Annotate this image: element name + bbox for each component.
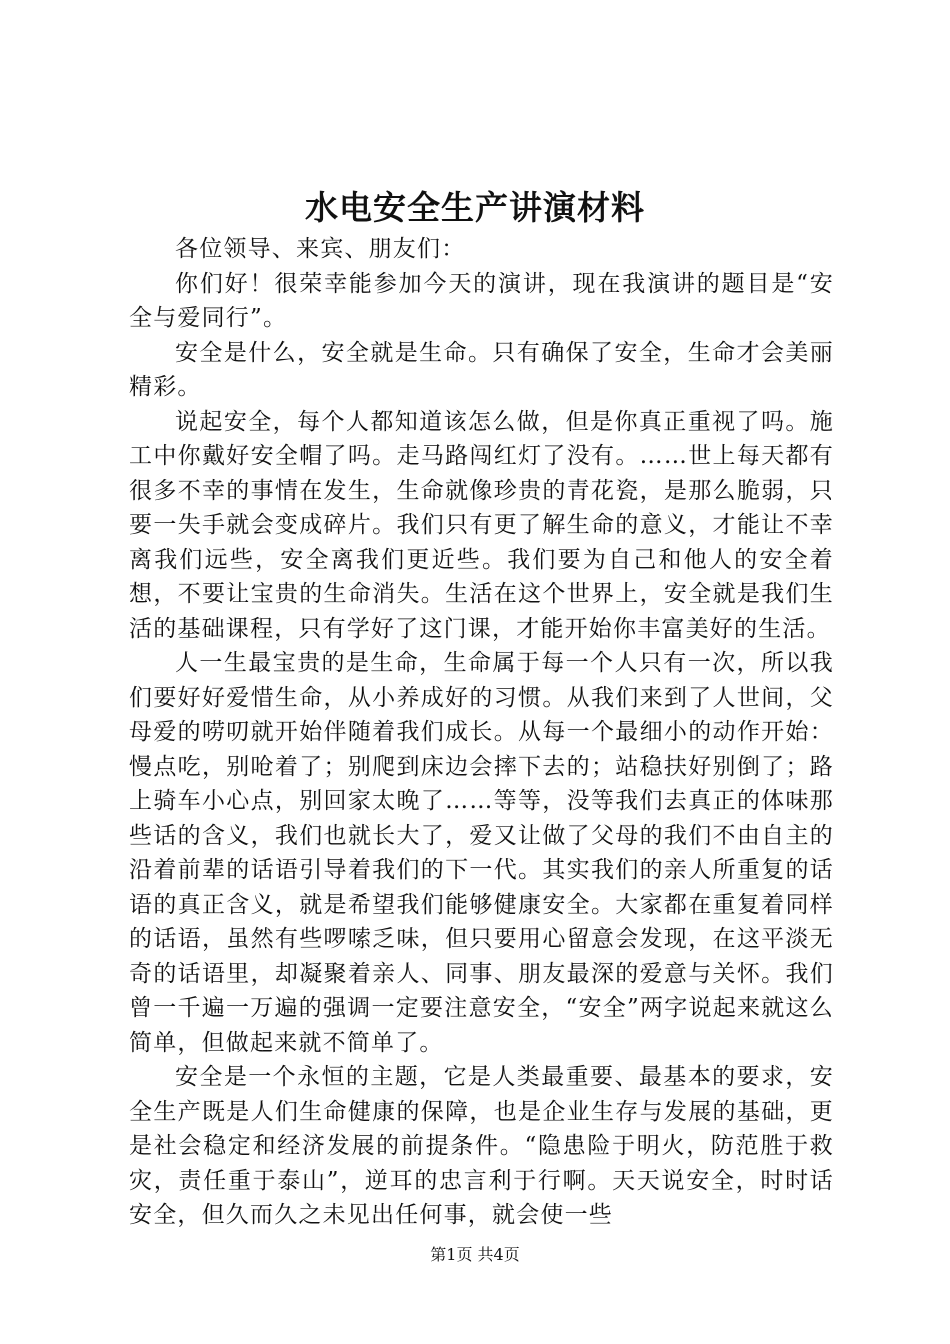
paragraph-what-is-safety: 安全是什么，安全就是生命。只有确保了安全，生命才会美丽精彩。 — [129, 339, 834, 400]
paragraph-speaking-of-safety: 说起安全，每个人都知道该怎么做，但是你真正重视了吗。施工中你戴好安全帽了吗。走马路闯红灯了没有。……世上每天都有很多不幸的事情在发生，生命就像珍贵的青花瓷，是那么脆弱，只要一失手就会变成碎片。我们只有更了解生命的意义，才能让不幸离我们远些，安全离我们更近些。我们要为自己和他人的安全着想，不要让宝贵的生命消失。生活在这个世界上，安全就是我们生活的基础课程，只有学好了这门课，才能开始你丰富美好的生活。 — [129, 408, 834, 642]
paragraph-life-precious: 人一生最宝贵的是生命，生命属于每一个人只有一次，所以我们要好好爱惜生命，从小养成好的习惯。从我们来到了人世间，父母爱的唠叨就开始伴随着我们成长。从每一个最细小的动作开始：慢点吃，别呛着了；别爬到床边会摔下去的；站稳扶好别倒了；路上骑车小心点，别回家太晚了……等等，没等我们去真正的体味那些话的含义，我们也就长大了，爱又让做了父母的我们不由自主的沿着前辈的话语引导着我们的下一代。其实我们的亲人所重复的话语的真正含义，就是希望我们能够健康安全。大家都在重复着同样的话语，虽然有些啰嗦乏味，但只要用心留意会发现，在这平淡无奇的话语里，却凝聚着亲人、同事、朋友最深的爱意与关怀。我们曾一千遍一万遍的强调一定要注意安全，“安全”两字说起来就这么简单，但做起来就不简单了。 — [129, 650, 834, 1056]
document-title: 水电安全生产讲演材料 — [305, 188, 645, 227]
paragraph-eternal-theme: 安全是一个永恒的主题，它是人类最重要、最基本的要求，安全生产既是人们生命健康的保障，也是企业生存与发展的基础，更是社会稳定和经济发展的前提条件。“隐患险于明火，防范胜于救灾，责任重于泰山”，逆耳的忠言利于行啊。天天说安全，时时话安全，但久而久之未见出任何事，就会使一些 — [129, 1064, 834, 1228]
document-body — [129, 232, 834, 1233]
paragraph-intro: 你们好！很荣幸能参加今天的演讲，现在我演讲的题目是“安全与爱同行”。 — [129, 270, 834, 331]
page-number-footer: 第1页 共4页 — [430, 1245, 520, 1264]
paragraph-greeting: 各位领导、来宾、朋友们： — [175, 236, 466, 262]
